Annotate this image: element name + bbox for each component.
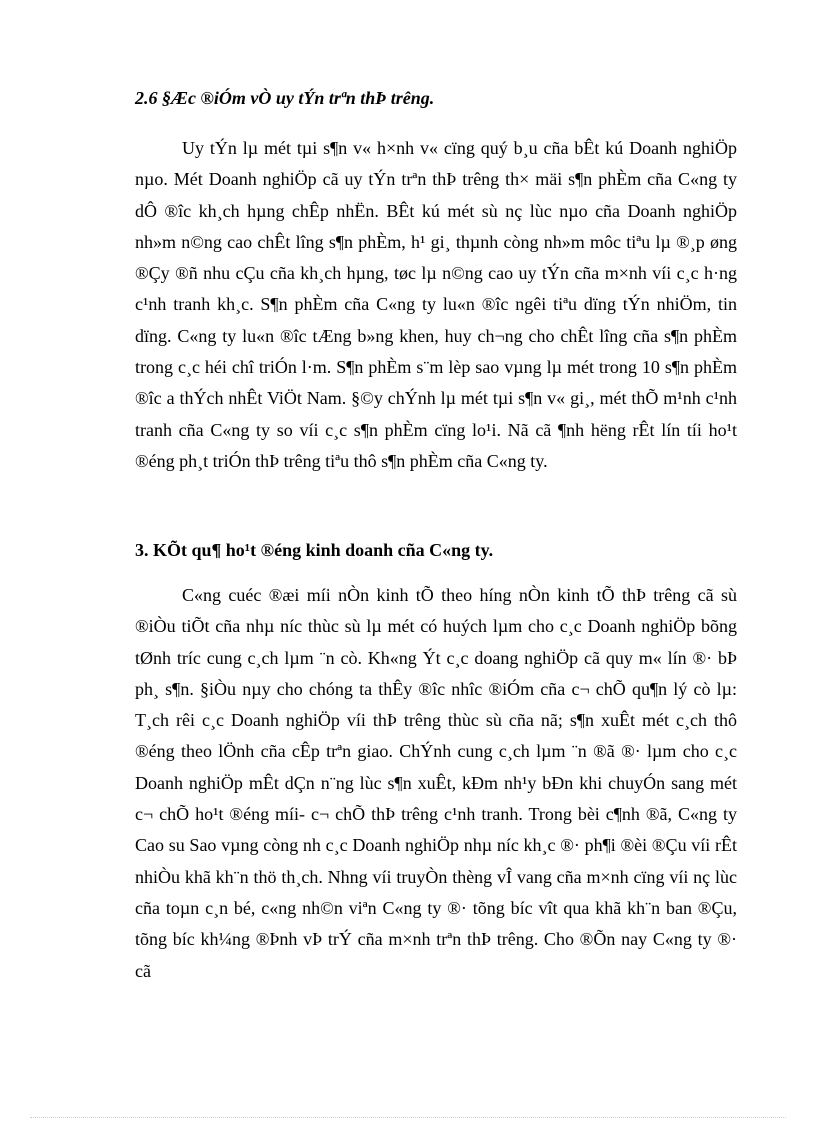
paragraph: Uy tÝn lµ mét tµi s¶n v« h×nh v« cïng quý b¸u cña bÊt kú Doanh nghiÖp nµo. Mét Doanh nghiÖp cã uy tÝn trªn thÞ trêng th× mäi s¶n phÈm cña C«ng ty dÔ ®îc kh¸ch hµng chÊp nhËn. BÊt kú mét sù nç lùc nµo cña Doanh nghiÖp nh»m n©ng cao chÊt lîng s¶n phÈm, h¹ gi¸ thµnh còng nh»m môc tiªu lµ ®¸p øng ®Çy ®ñ nhu cÇu cña kh¸ch hµng, tøc lµ n©ng cao uy tÝn cña m×nh víi c¸c h·ng c¹nh tranh kh¸c. S¶n phÈm cña C«ng ty lu«n ®îc ngêi tiªu dïng tÝn nhiÖm, tin dïng. C«ng ty lu«n ®îc tÆng b»ng khen, huy ch¬ng cho chÊt lîng cña s¶n phÈm trong c¸c héi chî triÓn l·m. S¶n phÈm s¨m lèp sao vµng lµ mét trong 10 s¶n phÈm ®îc a thÝch nhÊt ViÖt Nam. §©y chÝnh lµ mét tµi s¶n v« gi¸, mét thÕ m¹nh c¹nh tranh cña C«ng ty so víi c¸c s¶n phÈm cïng lo¹i. Nã cã ¶nh hëng rÊt lín tíi ho¹t ®éng ph¸t triÓn thÞ trêng tiªu thô s¶n phÈm cña C«ng ty. [135,138,737,471]
page-bottom-divider [30,1117,786,1118]
section-heading: 3. KÕt qu¶ ho¹t ®éng kinh doanh cña C«ng ty. [135,540,494,560]
paragraph: C«ng cuéc ®æi míi nÒn kinh tÕ theo híng nÒn kinh tÕ thÞ trêng cã sù ®iÒu tiÕt cña nhµ níc thùc sù lµ mét có huých lµm cho c¸c Doanh nghiÖp bõng tØnh tríc cung c¸ch lµm ¨n cò. Kh«ng Ýt c¸c doang nghiÖp cã quy m« lín ®· bÞ ph¸ s¶n. §iÒu nµy cho chóng ta thÊy ®îc nhîc ®iÓm cña c¬ chÕ qu¶n lý cò lµ: T¸ch rêi c¸c Doanh nghiÖp víi thÞ trêng thùc sù cña nã; s¶n xuÊt mét c¸ch thô ®éng theo lÖnh cña cÊp trªn giao. ChÝnh cung c¸ch lµm ¨n ®ã ®· lµm cho c¸c Doanh nghiÖp mÊt dÇn n¨ng lùc s¶n xuÊt, kÐm nh¹y bÐn khi chuyÓn sang mét c¬ chÕ ho¹t ®éng míi- c¬ chÕ thÞ trêng c¹nh tranh. Trong bèi c¶nh ®ã, C«ng ty Cao su Sao vµng còng nh c¸c Doanh nghiÖp nhµ níc kh¸c ®· ph¶i ®èi ®Çu víi rÊt nhiÒu khã kh¨n thö th¸ch. Nhng víi truyÒn thèng vÎ vang cña m×nh cïng víi nç lùc cña toµn c¸n bé, c«ng nh©n viªn C«ng ty ®· tõng bíc vît qua khã kh¨n ban ®Çu, tõng bíc kh¼ng ®Þnh vÞ trÝ cña m×nh trªn thÞ trêng. Cho ®Õn nay C«ng ty ®· cã [135,585,737,981]
section-heading: 2.6 §Æc ®iÓm vÒ uy tÝn trªn thÞ trêng. [135,88,435,108]
